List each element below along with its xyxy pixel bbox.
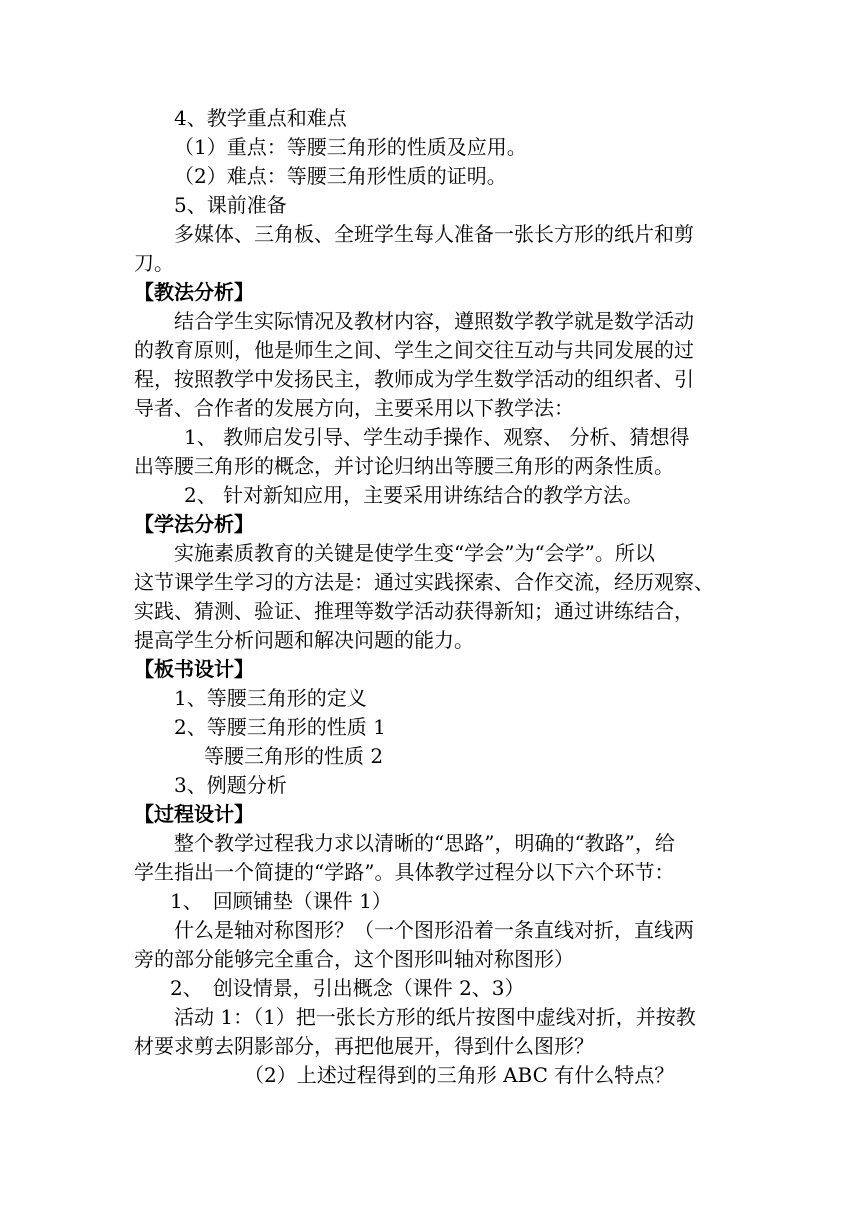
board-design-item-1: 1、等腰三角形的定义 <box>174 686 367 710</box>
heading-learning-method: 【学法分析】 <box>134 512 254 536</box>
teaching-method-line-4: 导者、合作者的发展方向，主要采用以下教学法： <box>134 396 574 420</box>
learning-method-line-1: 实施素质教育的关键是使学生变“学会”为“会学”。所以 <box>174 541 655 565</box>
section-title-teaching-focus: 4、教学重点和难点 <box>174 106 347 130</box>
process-question-1-line-2: 旁的部分能够完全重合，这个图形叫轴对称图形） <box>134 947 574 971</box>
process-step-2: 2、 创设情景，引出概念（课件 2、3） <box>170 976 525 1000</box>
activity-1-line-2: 材要求剪去阴影部分，再把他展开，得到什么图形？ <box>134 1034 594 1058</box>
activity-1-question-2: （2）上述过程得到的三角形 ABC 有什么特点？ <box>244 1063 675 1087</box>
key-point-line: （1）重点：等腰三角形的性质及应用。 <box>174 135 527 159</box>
heading-process-design: 【过程设计】 <box>134 802 254 826</box>
process-step-1: 1、 回顾铺垫（课件 1） <box>170 889 392 913</box>
teaching-method-line-3: 程，按照教学中发扬民主，教师成为学生数学活动的组织者、引 <box>134 367 694 391</box>
teaching-method-item1-line-1: 1、 教师启发引导、学生动手操作、观察、 分析、猜想得 <box>184 425 690 449</box>
heading-teaching-method: 【教法分析】 <box>134 280 254 304</box>
preparation-line-2: 刀。 <box>134 251 174 275</box>
teaching-method-line-2: 的教育原则，他是师生之间、学生之间交往互动与共同发展的过 <box>134 338 694 362</box>
teaching-method-line-1: 结合学生实际情况及教材内容，遵照数学教学就是数学活动 <box>174 309 694 333</box>
preparation-line-1: 多媒体、三角板、全班学生每人准备一张长方形的纸片和剪 <box>174 222 694 246</box>
board-design-item-2: 2、等腰三角形的性质 1 <box>174 715 386 739</box>
board-design-item-2b: 等腰三角形的性质 2 <box>204 744 384 768</box>
difficult-point-line: （2）难点：等腰三角形性质的证明。 <box>174 164 507 188</box>
teaching-method-item2: 2、 针对新知应用，主要采用讲练结合的教学方法。 <box>184 483 644 507</box>
board-design-item-3: 3、例题分析 <box>174 773 287 797</box>
process-intro-line-2: 学生指出一个简捷的“学路”。具体教学过程分以下六个环节： <box>134 860 675 884</box>
learning-method-line-2: 这节课学生学习的方法是：通过实践探索、合作交流，经历观察、 <box>134 570 714 594</box>
teaching-method-item1-line-2: 出等腰三角形的概念，并讨论归纳出等腰三角形的两条性质。 <box>134 454 674 478</box>
learning-method-line-4: 提高学生分析问题和解决问题的能力。 <box>134 628 474 652</box>
learning-method-line-3: 实践、猜测、验证、推理等数学活动获得新知；通过讲练结合， <box>134 599 694 623</box>
heading-board-design: 【板书设计】 <box>134 657 254 681</box>
section-title-preparation: 5、课前准备 <box>174 193 287 217</box>
activity-1-line-1: 活动 1：（1）把一张长方形的纸片按图中虚线对折，并按教 <box>174 1005 696 1029</box>
process-question-1-line-1: 什么是轴对称图形？（一个图形沿着一条直线对折，直线两 <box>174 918 694 942</box>
process-intro-line-1: 整个教学过程我力求以清晰的“思路”，明确的“教路”，给 <box>174 831 675 855</box>
